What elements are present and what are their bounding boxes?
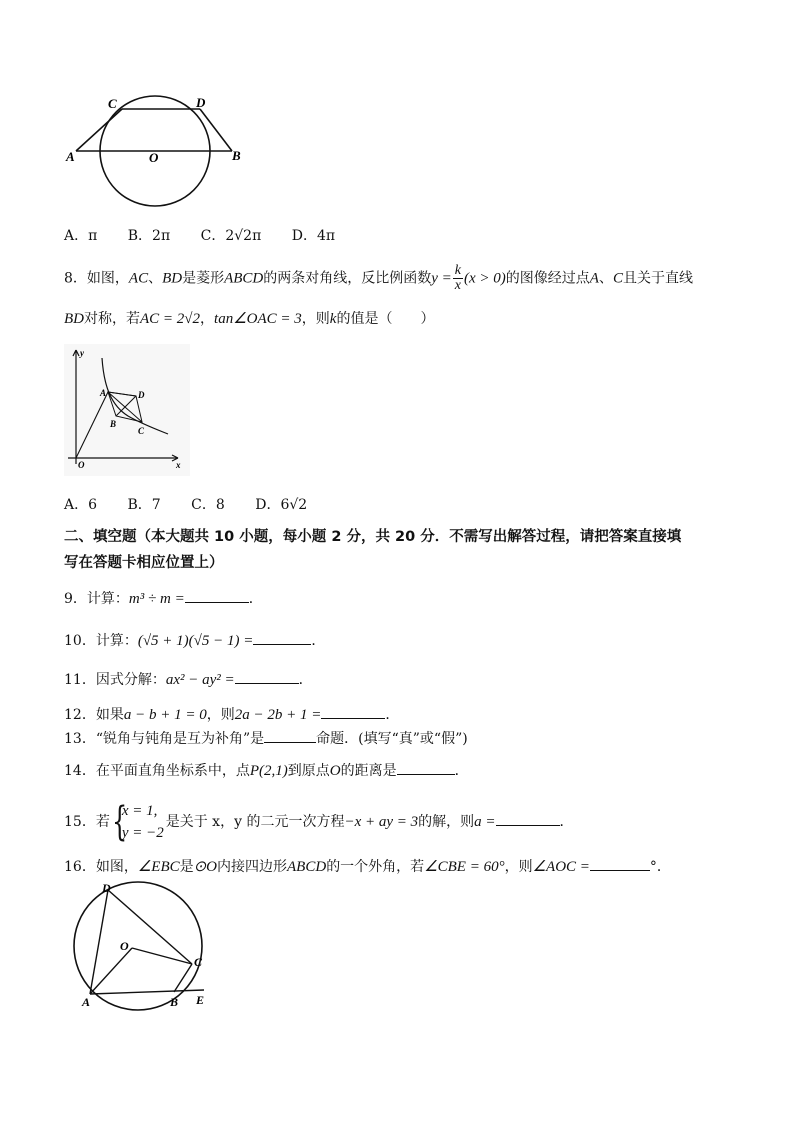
- question-16: [64, 856, 671, 877]
- q15-row2: y = −2: [121, 825, 164, 841]
- q8-text4: 且关于直线: [622, 270, 693, 287]
- q9-expression: m³ ÷ m =: [128, 591, 185, 607]
- q8-text6: ，则: [301, 311, 330, 327]
- q8-bd: BD: [162, 270, 183, 287]
- q8-stem-line1: [64, 264, 693, 293]
- q7-option-a[interactable]: A．π: [64, 228, 98, 244]
- q10-prefix: 10．计算：: [64, 633, 138, 649]
- q8-bd-2: BD: [64, 311, 84, 327]
- q8-abcd: ABCD: [224, 270, 264, 287]
- q14-mid: 到原点: [287, 763, 330, 779]
- q8-frac-num: k: [454, 263, 462, 278]
- label-a: A: [100, 388, 107, 398]
- segment-ac: [76, 109, 122, 151]
- q13-suffix: 命题．(填写“真”或“假”): [316, 731, 468, 747]
- figure-q7-circle: [60, 92, 260, 208]
- q11-answer-blank[interactable]: [235, 669, 299, 684]
- section-2-heading-line1: 二、填空题（本大题共 10 小题，每小题 2 分，共 20 分．不需写出解答过程，请把答案直接填: [64, 529, 682, 545]
- q12-condition: a − b + 1 = 0: [123, 707, 207, 723]
- q8-y-eq: y =: [431, 270, 452, 287]
- label-c: C: [108, 96, 117, 111]
- q9-end: ．: [248, 591, 263, 607]
- label-d: D: [196, 95, 206, 110]
- segment-da: [90, 890, 108, 994]
- q8-ac: AC: [128, 270, 149, 287]
- q15-end: ．: [559, 814, 574, 830]
- q8-k: k: [329, 311, 337, 327]
- q7-option-d[interactable]: D．4π: [291, 228, 336, 244]
- q13-prefix: 13．“锐角与钝角是互为补角”是: [64, 731, 265, 747]
- q15-brace: {: [111, 799, 128, 845]
- q14-suffix: 的距离是: [340, 763, 397, 779]
- q15-system: [112, 800, 164, 844]
- q8-option-d[interactable]: D．6√2: [255, 497, 308, 513]
- q8-sep2: 、: [598, 270, 613, 287]
- section-2-heading-line2: 写在答题卡相应位置上）: [64, 555, 224, 571]
- q10-expression: (√5 + 1)(√5 − 1) =: [137, 633, 254, 649]
- figure-background: [64, 344, 190, 476]
- q16-circle: ⊙O: [193, 859, 218, 875]
- question-13: [64, 728, 468, 749]
- label-d: D: [138, 390, 145, 400]
- q8-tan: tan∠OAC = 3: [214, 311, 302, 327]
- q8-option-b[interactable]: B．7: [127, 497, 161, 513]
- q9-prefix: 9．计算：: [64, 591, 129, 607]
- label-c: C: [194, 955, 203, 969]
- q8-sep3: ，: [200, 311, 215, 327]
- q9-answer-blank[interactable]: [185, 588, 249, 603]
- q11-prefix: 11．因式分解：: [64, 672, 166, 688]
- q8-ac-value: AC = 2√2: [140, 311, 201, 327]
- q16-angle-cbe: ∠CBE = 60°: [424, 859, 505, 875]
- question-14: [64, 760, 469, 781]
- q8-frac-den: x: [454, 278, 462, 293]
- question-10: [64, 630, 325, 651]
- label-o: O: [78, 460, 85, 470]
- q10-answer-blank[interactable]: [253, 630, 311, 645]
- label-y: y: [80, 348, 84, 358]
- q16-angle-ebc: ∠EBC: [137, 859, 180, 875]
- q8-sep1: 、: [148, 270, 163, 287]
- q7-option-c[interactable]: C．2√2π: [200, 228, 262, 244]
- q16-text1: 是: [179, 859, 194, 875]
- q7-options: [64, 226, 361, 246]
- q8-stem-line2: [64, 309, 434, 329]
- q7-option-b[interactable]: B．2π: [127, 228, 171, 244]
- q11-end: ．: [298, 672, 313, 688]
- q15-a: a =: [474, 814, 496, 830]
- label-b: B: [110, 419, 117, 429]
- q8-text3: 的图像经过点: [505, 270, 590, 287]
- label-o: O: [120, 939, 129, 953]
- q12-then: ，则: [206, 707, 235, 723]
- question-9: [64, 588, 263, 609]
- q11-expression: ax² − ay² =: [165, 672, 235, 688]
- q14-prefix: 14．在平面直角坐标系中，点: [64, 763, 250, 779]
- q14-end: ．: [454, 763, 469, 779]
- label-e: E: [196, 993, 205, 1007]
- q8-text2: 的两条对角线，反比例函数: [263, 270, 432, 287]
- q12-prefix: 12．如果: [64, 707, 124, 723]
- q16-text2: 内接四边形: [217, 859, 288, 875]
- q10-end: ．: [311, 633, 326, 649]
- q12-end: ．: [385, 707, 400, 723]
- q8-text5: 对称，若: [84, 311, 140, 327]
- segment-cb: [174, 964, 192, 992]
- q15-prefix: 15．若: [64, 814, 110, 830]
- q15-answer-blank[interactable]: [496, 811, 560, 826]
- label-b: B: [170, 995, 179, 1009]
- question-12: [64, 704, 399, 725]
- q12-answer-blank[interactable]: [321, 704, 385, 719]
- q15-row1: x = 1,: [121, 803, 158, 819]
- label-b: B: [232, 148, 241, 163]
- q8-option-c[interactable]: C．8: [191, 497, 225, 513]
- q8-text7: 的值是（ ）: [336, 311, 435, 327]
- q16-text4: ，则: [504, 859, 533, 875]
- question-11: [64, 669, 313, 690]
- q15-text2: 的解，则: [418, 814, 475, 830]
- figure-q8-graph: [64, 344, 190, 476]
- q8-domain: (x > 0): [464, 270, 506, 287]
- q15-text: 是关于 x，y 的二元一次方程: [165, 814, 345, 830]
- q8-options: [64, 495, 333, 515]
- q16-answer-blank[interactable]: [590, 856, 650, 871]
- q14-origin: O: [329, 763, 341, 779]
- q8-text1: 是菱形: [182, 270, 225, 287]
- q13-answer-blank[interactable]: [264, 728, 316, 743]
- q14-point: P(2,1): [249, 763, 288, 779]
- label-d: D: [102, 881, 111, 895]
- label-o: O: [149, 150, 159, 165]
- label-c: C: [138, 426, 145, 436]
- q16-abcd: ABCD: [287, 859, 327, 875]
- label-x: x: [176, 460, 181, 470]
- segment-db: [200, 109, 232, 151]
- q12-expression: 2a − 2b + 1 =: [234, 707, 322, 723]
- segment-ae: [90, 990, 204, 994]
- q8-number: 8．如图，: [64, 270, 129, 287]
- q8-option-a[interactable]: A．6: [64, 497, 98, 513]
- figure-q16-circle: [70, 880, 220, 1012]
- q16-end: °．: [649, 859, 671, 875]
- q8-point-a: A: [589, 270, 599, 287]
- q16-text3: 的一个外角，若: [326, 859, 425, 875]
- q8-fraction: [453, 264, 463, 293]
- label-a: A: [66, 149, 75, 164]
- q8-point-c: C: [612, 270, 623, 287]
- q16-prefix: 16．如图，: [64, 859, 138, 875]
- q16-angle-aoc: ∠AOC =: [532, 859, 590, 875]
- question-15: [64, 800, 574, 844]
- q15-equation: −x + ay = 3: [344, 814, 419, 830]
- label-a: A: [82, 995, 91, 1009]
- q14-answer-blank[interactable]: [397, 760, 455, 775]
